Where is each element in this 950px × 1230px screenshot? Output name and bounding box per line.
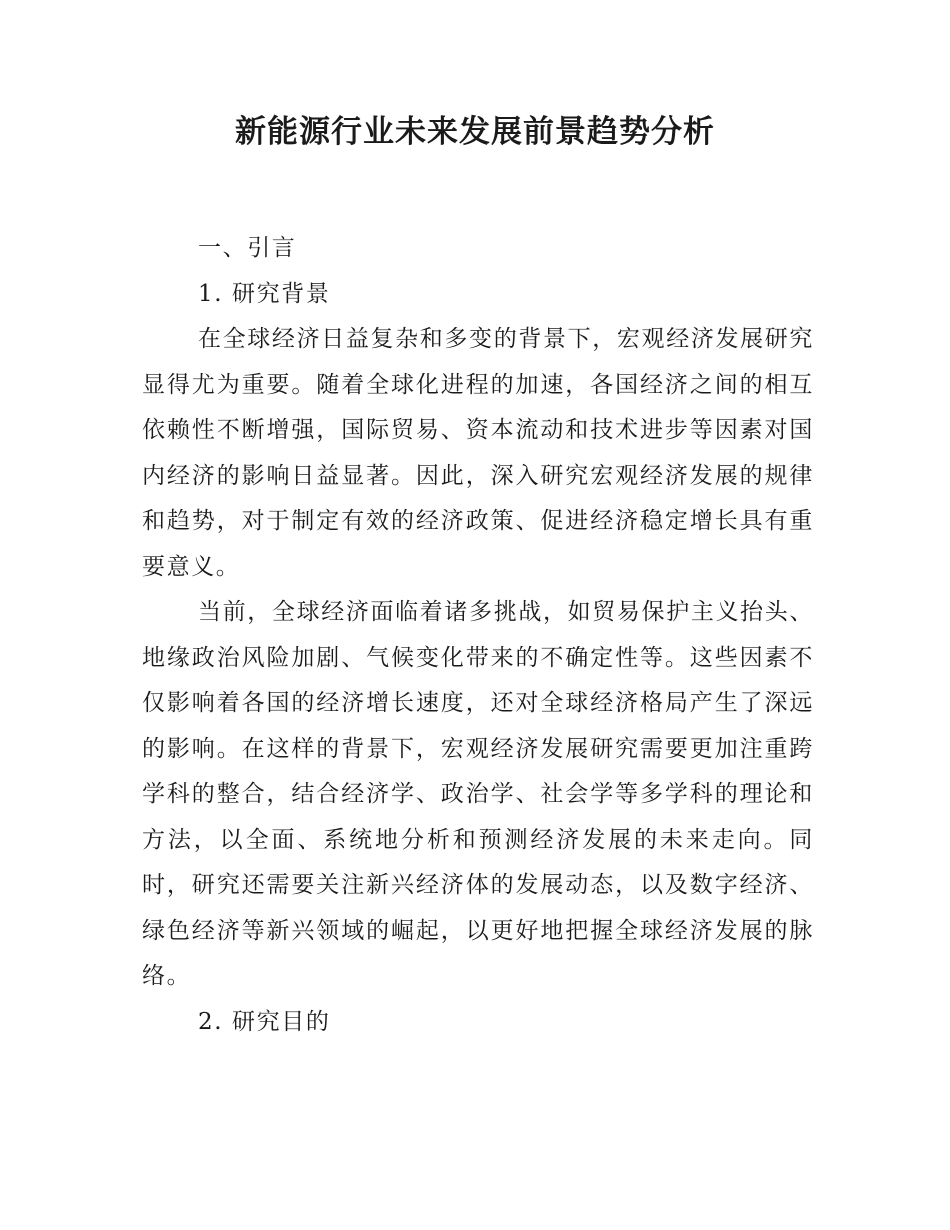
document-title: 新能源行业未来发展前景趋势分析 <box>235 114 715 150</box>
paragraph-background-2: 当前，全球经济面临着诸多挑战，如贸易保护主义抬头、地缘政治风险加剧、气候变化带来的不确定性等。这些因素不仅影响着各国的经济增长速度，还对全球经济格局产生了深远的影响。在这样的背景下，宏观经济发展研究需要更加注重跨学科的整合，结合经济学、政治学、社会学等多学科的理论和方法，以全面、系统地分析和预测经济发展的未来走向。同时，研究还需要关注新兴经济体的发展动态，以及数字经济、绿色经济等新兴领域的崛起，以更好地把握全球经济发展的脉络。 <box>142 599 814 989</box>
subsection-heading-research-background: 1. 研究背景 <box>198 280 331 307</box>
paragraph-background-1: 在全球经济日益复杂和多变的背景下，宏观经济发展研究显得尤为重要。随着全球化进程的加速，各国经济之间的相互依赖性不断增强，国际贸易、资本流动和技术进步等因素对国内经济的影响日益显著。因此，深入研究宏观经济发展的规律和趋势，对于制定有效的经济政策、促进经济稳定增长具有重要意义。 <box>142 326 814 580</box>
document-body <box>142 226 814 1045</box>
section-heading-introduction: 一、引言 <box>198 235 297 261</box>
subsection-heading-research-purpose: 2. 研究目的 <box>198 1008 331 1035</box>
